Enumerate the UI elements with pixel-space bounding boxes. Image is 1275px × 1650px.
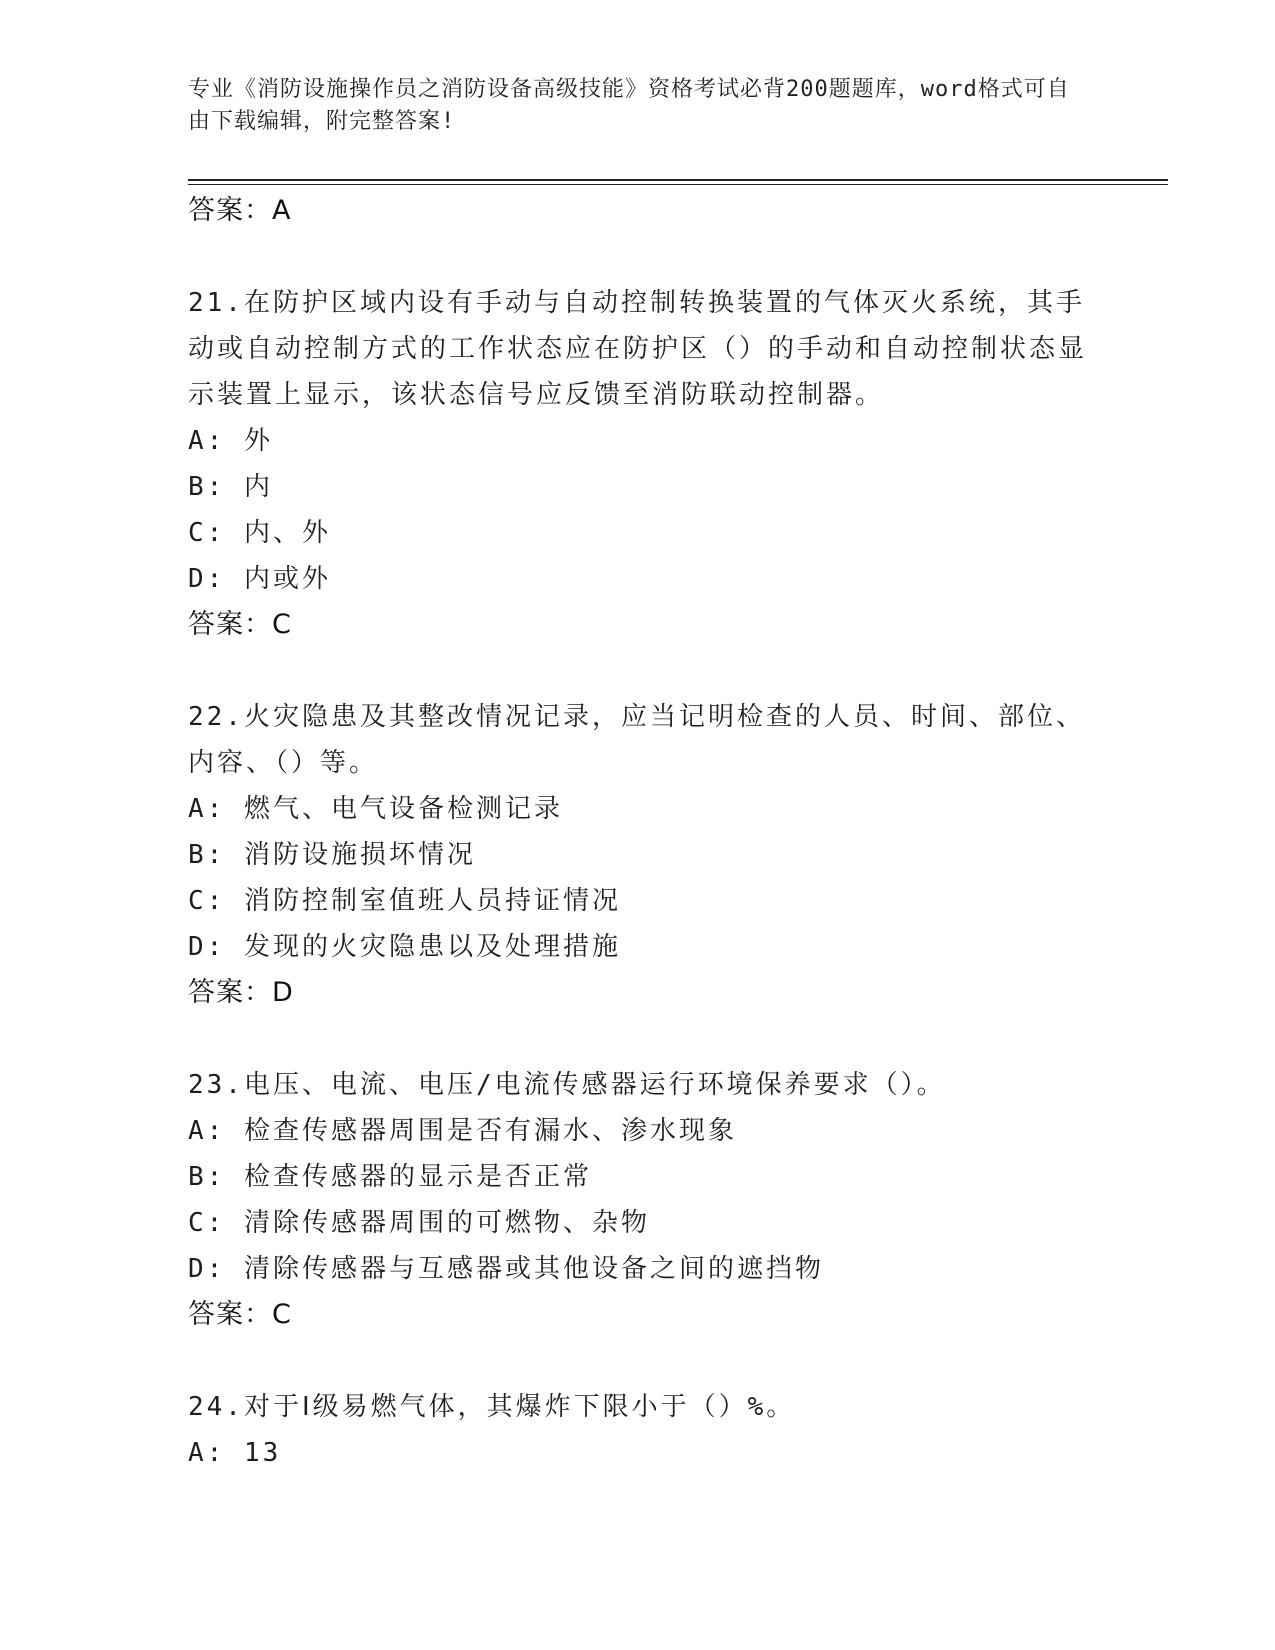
option-b: B: 内 (188, 472, 273, 502)
answer-line: 答案：A (188, 195, 292, 226)
question-stem: 21.在防护区域内设有手动与自动控制转换装置的气体灭火系统，其手动或自动控制方式的工作状态应在防护区（）的手动和自动控制状态显示装置上显示，该状态信号应反馈至消防联动控制器。 (188, 288, 1088, 410)
option-c: C: 清除传感器周围的可燃物、杂物 (188, 1208, 650, 1238)
question-23 (188, 1062, 1088, 1338)
option-a: A: 外 (188, 426, 273, 456)
question-21 (188, 280, 1088, 648)
answer-line: 答案：C (188, 1299, 292, 1330)
question-24 (188, 1384, 1088, 1476)
answer-line: 答案：D (188, 977, 294, 1008)
document-title: 专业《消防设施操作员之消防设备高级技能》资格考试必背200题题库，word格式可自由下载编辑，附完整答案! (188, 77, 1070, 134)
option-c: C: 内、外 (188, 518, 331, 548)
option-b: B: 检查传感器的显示是否正常 (188, 1162, 592, 1192)
option-d: D: 清除传感器与互感器或其他设备之间的遮挡物 (188, 1254, 824, 1284)
option-d: D: 内或外 (188, 564, 331, 594)
question-stem: 22.火灾隐患及其整改情况记录，应当记明检查的人员、时间、部位、内容、（）等。 (188, 702, 1085, 778)
question-content (188, 188, 1088, 1476)
header-divider-thin (188, 184, 1168, 185)
answer-line: 答案：C (188, 609, 292, 640)
option-a: A: 检查传感器周围是否有漏水、渗水现象 (188, 1116, 737, 1146)
option-c: C: 消防控制室值班人员持证情况 (188, 886, 621, 916)
option-a: A: 13 (188, 1438, 282, 1468)
option-d: D: 发现的火灾隐患以及处理措施 (188, 932, 621, 962)
question-stem: 23.电压、电流、电压/电流传感器运行环境保养要求（）。 (188, 1070, 946, 1100)
option-b: B: 消防设施损坏情况 (188, 840, 476, 870)
option-a: A: 燃气、电气设备检测记录 (188, 794, 563, 824)
header-divider-thick (188, 179, 1168, 181)
question-stem: 24.对于Ⅰ级易燃气体，其爆炸下限小于（）%。 (188, 1392, 796, 1422)
question-22 (188, 694, 1088, 1016)
document-header (188, 74, 1078, 138)
